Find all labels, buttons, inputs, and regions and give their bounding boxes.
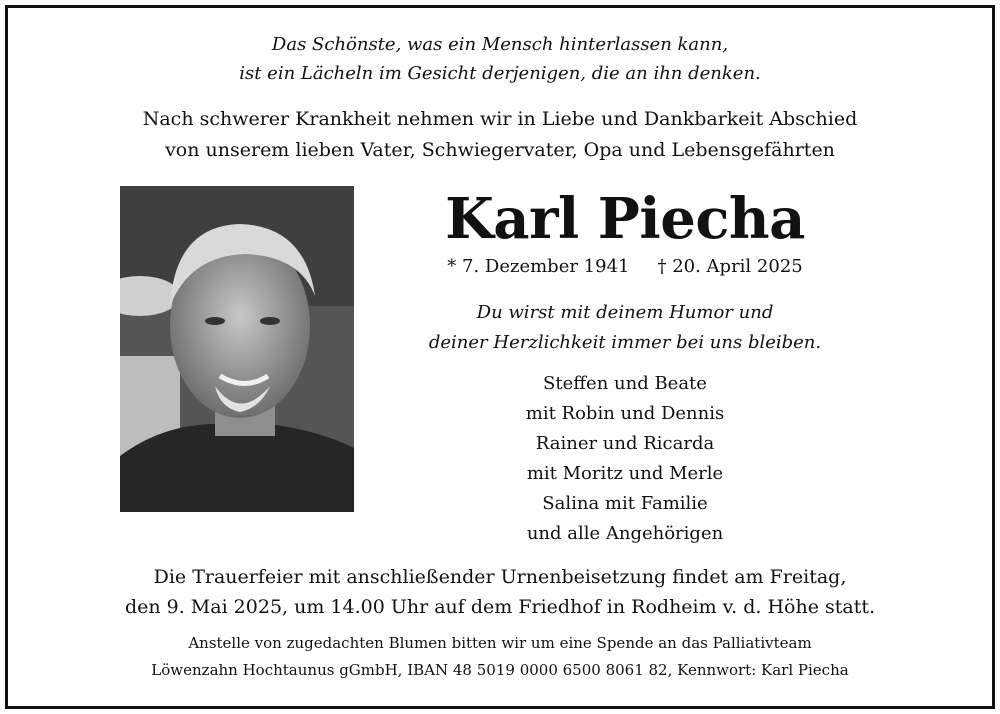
life-dates (400, 256, 850, 277)
deceased-name: Karl Piecha (445, 186, 805, 252)
mourner-line: Steffen und Beate (543, 373, 707, 394)
donation-line-2: Löwenzahn Hochtaunus gGmbH, IBAN 48 5019 0000 6500 8061 82, Kennwort: Karl Piecha (151, 661, 849, 679)
death-date: † 20. April 2025 (657, 256, 803, 277)
mourner-line: mit Robin und Dennis (525, 403, 725, 424)
mourner-line: und alle Angehörigen (526, 523, 724, 544)
birth-date: * 7. Dezember 1941 (447, 256, 630, 277)
quote-line-2: deiner Herzlichkeit immer bei uns bleiben. (428, 332, 822, 353)
portrait-photo-drawing (120, 186, 354, 512)
ceremony-line-2: den 9. Mai 2025, um 14.00 Uhr auf dem Friedhof in Rodheim v. d. Höhe statt. (124, 596, 876, 618)
portrait-photo (120, 186, 354, 512)
motto-line-1: Das Schönste, was ein Mensch hinterlassen kann, (271, 34, 729, 55)
ceremony-line-1: Die Trauerfeier mit anschließender Urnenbeisetzung findet am Freitag, (153, 566, 847, 588)
mourner-line: Rainer und Ricarda (535, 433, 715, 454)
motto-line-2: ist ein Lächeln im Gesicht derjenigen, die an ihn denken. (239, 63, 761, 84)
mourner-line: mit Moritz und Merle (526, 463, 724, 484)
mourner-line: Salina mit Familie (542, 493, 708, 514)
quote-line-1: Du wirst mit deinem Humor und (476, 302, 774, 323)
intro-line-2: von unserem lieben Vater, Schwiegervater, Opa und Lebensgefährten (165, 139, 835, 161)
intro-line-1: Nach schwerer Krankheit nehmen wir in Liebe und Dankbarkeit Abschied (142, 108, 858, 130)
donation-line-1: Anstelle von zugedachten Blumen bitten wir um eine Spende an das Palliativteam (188, 634, 812, 652)
